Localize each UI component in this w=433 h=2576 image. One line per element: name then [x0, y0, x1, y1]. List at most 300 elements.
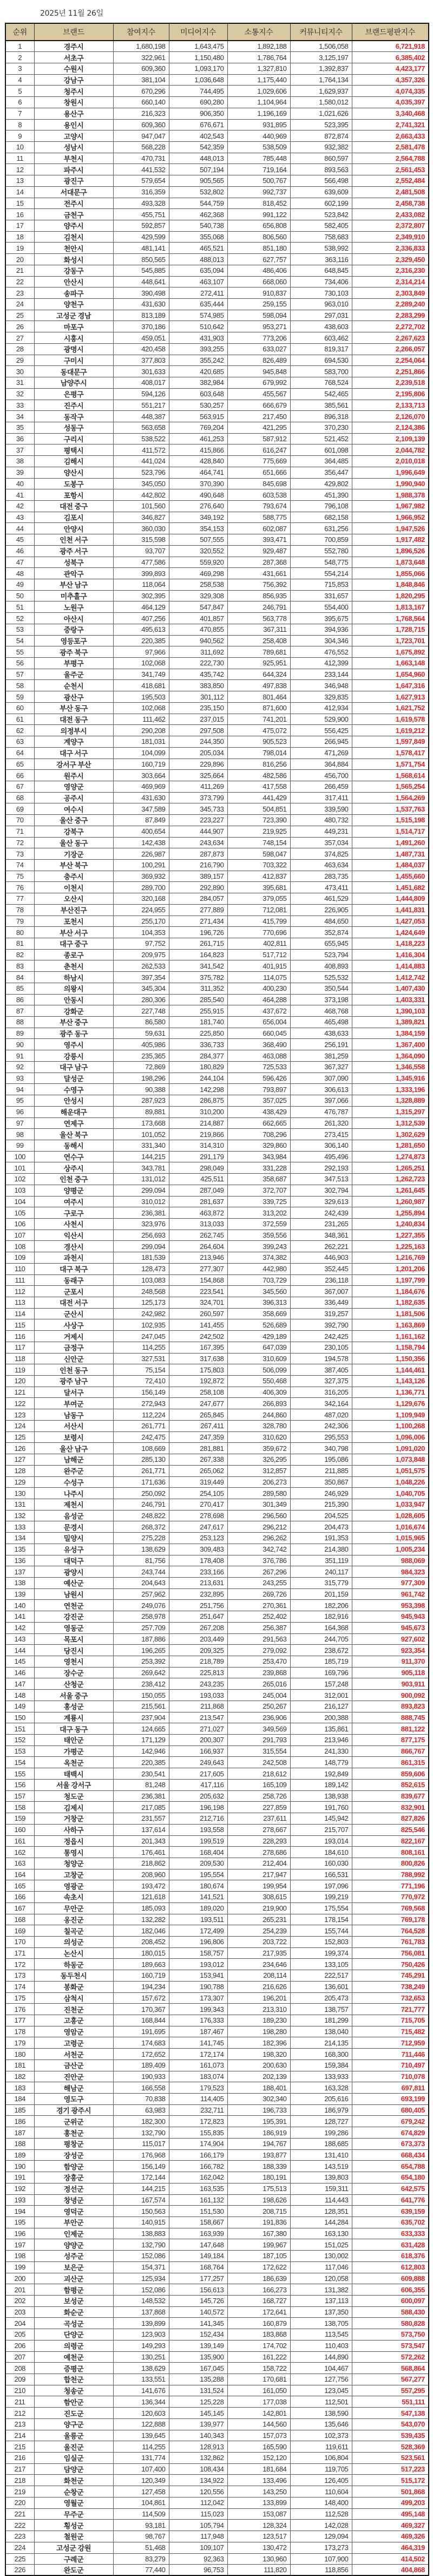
brand-name-cell: 성동구 — [34, 422, 113, 433]
rank-cell: 188 — [5, 2138, 34, 2149]
brand-name-cell: 영암군 — [34, 2026, 113, 2037]
community-index-cell: 385,561 — [290, 400, 352, 411]
rank-cell: 191 — [5, 2172, 34, 2183]
participation-index-cell: 346,827 — [113, 512, 169, 523]
brand-name-cell: 정읍시 — [34, 1835, 113, 1847]
participation-index-cell: 407,256 — [113, 613, 169, 624]
media-index-cell: 193,511 — [169, 1914, 227, 1925]
table-row — [5, 2015, 429, 2026]
communication-index-cell: 342,742 — [227, 1544, 290, 1555]
media-index-cell: 203,449 — [169, 1633, 227, 1645]
rank-cell: 43 — [5, 512, 34, 523]
community-index-cell: 438,603 — [290, 321, 352, 332]
participation-index-cell: 381,104 — [113, 74, 169, 86]
participation-index-cell: 448,387 — [113, 411, 169, 422]
brand-name-cell: 안성시 — [34, 1095, 113, 1107]
communication-index-cell: 315,554 — [227, 1745, 290, 1757]
participation-index-cell: 77,440 — [113, 2565, 169, 2576]
communication-index-cell: 818,452 — [227, 198, 290, 209]
communication-index-cell: 845,698 — [227, 478, 290, 489]
media-index-cell: 223,541 — [169, 1286, 227, 1297]
community-index-cell: 152,803 — [290, 1936, 352, 1947]
brand-reputation-index-cell: 710,078 — [352, 2071, 429, 2082]
participation-index-cell: 327,531 — [113, 1353, 169, 1364]
participation-index-cell: 242,982 — [113, 1308, 169, 1319]
media-index-cell: 244,350 — [169, 736, 227, 748]
communication-index-cell: 349,569 — [227, 1723, 290, 1735]
rank-cell: 68 — [5, 792, 34, 803]
table-row — [5, 1297, 429, 1309]
brand-reputation-index-cell: 1,568,614 — [352, 770, 429, 781]
rank-cell: 146 — [5, 1667, 34, 1678]
communication-index-cell: 806,560 — [227, 231, 290, 243]
media-index-cell: 156,613 — [169, 2284, 227, 2296]
community-index-cell: 525,532 — [290, 972, 352, 983]
media-index-cell: 272,411 — [169, 287, 227, 299]
table-row — [5, 366, 429, 377]
brand-name-cell: 대구 서구 — [34, 747, 113, 759]
communication-index-cell: 798,014 — [227, 747, 290, 759]
brand-reputation-index-cell: 1,455,660 — [352, 871, 429, 882]
brand-name-cell: 동래구 — [34, 1274, 113, 1286]
brand-name-cell: 청송군 — [34, 2385, 113, 2396]
brand-reputation-index-cell: 1,163,869 — [352, 1319, 429, 1331]
media-index-cell: 349,192 — [169, 512, 227, 523]
communication-index-cell: 186,919 — [227, 2127, 290, 2139]
brand-reputation-index-cell: 573,547 — [352, 2340, 429, 2351]
media-index-cell: 265,062 — [169, 1465, 227, 1476]
media-index-cell: 128,913 — [169, 2441, 227, 2453]
community-index-cell: 120,058 — [290, 2273, 352, 2284]
participation-index-cell: 128,473 — [113, 1263, 169, 1274]
community-index-cell: 476,787 — [290, 1106, 352, 1117]
rank-cell: 211 — [5, 2396, 34, 2408]
brand-name-cell: 인천 중구 — [34, 1174, 113, 1185]
brand-name-cell: 예산군 — [34, 1577, 113, 1588]
participation-index-cell: 226,987 — [113, 848, 169, 860]
participation-index-cell: 285,130 — [113, 1454, 169, 1466]
media-index-cell: 906,350 — [169, 108, 227, 119]
communication-index-cell: 475,072 — [227, 725, 290, 736]
community-index-cell: 205,616 — [290, 2094, 352, 2105]
table-header — [5, 23, 429, 41]
participation-index-cell: 261,771 — [113, 1420, 169, 1431]
brand-name-cell: 안동시 — [34, 994, 113, 1005]
brand-name-cell: 안산시 — [34, 276, 113, 287]
rank-cell: 224 — [5, 2542, 34, 2553]
community-index-cell: 364,884 — [290, 759, 352, 770]
communication-index-cell: 931,895 — [227, 119, 290, 130]
brand-name-cell: 화순군 — [34, 2306, 113, 2318]
communication-index-cell: 166,273 — [227, 2284, 290, 2296]
table-row — [5, 411, 429, 422]
table-row — [5, 1387, 429, 1398]
rank-cell: 76 — [5, 882, 34, 893]
brand-name-cell: 사상구 — [34, 1319, 113, 1331]
rank-cell: 165 — [5, 1880, 34, 1892]
participation-index-cell: 609,360 — [113, 63, 169, 74]
community-index-cell: 367,007 — [290, 1286, 352, 1297]
rank-cell: 130 — [5, 1488, 34, 1499]
community-index-cell: 143,519 — [290, 2161, 352, 2172]
table-row — [5, 2351, 429, 2363]
communication-index-cell: 741,201 — [227, 714, 290, 725]
community-index-cell: 131,382 — [290, 2284, 352, 2296]
communication-index-cell: 213,310 — [227, 2004, 290, 2015]
participation-index-cell: 160,719 — [113, 1970, 169, 1982]
participation-index-cell: 563,658 — [113, 422, 169, 433]
table-row — [5, 927, 429, 938]
participation-index-cell: 322,961 — [113, 52, 169, 63]
participation-index-cell: 431,630 — [113, 299, 169, 310]
community-index-cell: 694,530 — [290, 355, 352, 366]
participation-index-cell: 411,572 — [113, 444, 169, 456]
brand-reputation-index-cell: 528,369 — [352, 2441, 429, 2453]
participation-index-cell: 523,796 — [113, 467, 169, 478]
brand-reputation-index-cell: 1,144,461 — [352, 1364, 429, 1376]
brand-reputation-index-cell: 1,418,223 — [352, 938, 429, 950]
brand-reputation-index-cell: 606,355 — [352, 2284, 429, 2296]
community-index-cell: 159,384 — [290, 2060, 352, 2071]
brand-name-cell: 동작구 — [34, 411, 113, 422]
participation-index-cell: 118,064 — [113, 579, 169, 591]
community-index-cell: 397,066 — [290, 1095, 352, 1107]
participation-index-cell: 196,265 — [113, 1645, 169, 1656]
brand-name-cell: 순창군 — [34, 2486, 113, 2497]
community-index-cell: 138,757 — [290, 2004, 352, 2015]
brand-name-cell: 군포시 — [34, 1286, 113, 1297]
media-index-cell: 355,242 — [169, 355, 227, 366]
participation-index-cell: 670,296 — [113, 86, 169, 97]
table-row — [5, 2497, 429, 2508]
table-row — [5, 1017, 429, 1028]
community-index-cell: 456,700 — [290, 770, 352, 781]
media-index-cell: 635,094 — [169, 265, 227, 276]
media-index-cell: 373,799 — [169, 792, 227, 803]
table-row — [5, 2251, 429, 2262]
rank-cell: 89 — [5, 1028, 34, 1039]
participation-index-cell: 122,888 — [113, 2418, 169, 2430]
participation-index-cell: 495,613 — [113, 624, 169, 635]
table-row — [5, 1230, 429, 1241]
brand-reputation-index-cell: 903,911 — [352, 1678, 429, 1690]
media-index-cell: 470,855 — [169, 624, 227, 635]
brand-reputation-index-cell: 888,745 — [352, 1712, 429, 1723]
brand-name-cell: 성남시 — [34, 141, 113, 153]
brand-reputation-index-cell: 1,451,682 — [352, 882, 429, 893]
table-row — [5, 52, 429, 63]
participation-index-cell: 148,532 — [113, 2295, 169, 2306]
communication-index-cell: 212,404 — [227, 1858, 290, 1869]
community-index-cell: 356,447 — [290, 467, 352, 478]
table-row — [5, 1914, 429, 1925]
brand-reputation-index-cell: 2,239,518 — [352, 377, 429, 389]
participation-index-cell: 224,955 — [113, 904, 169, 916]
brand-name-cell: 대전 동구 — [34, 714, 113, 725]
community-index-cell: 307,090 — [290, 1073, 352, 1084]
table-row — [5, 1241, 429, 1252]
rank-cell: 94 — [5, 1084, 34, 1095]
brand-name-cell: 옥천군 — [34, 1757, 113, 1768]
brand-reputation-index-cell: 1,197,799 — [352, 1274, 429, 1286]
communication-index-cell: 243,255 — [227, 1577, 290, 1588]
media-index-cell: 488,013 — [169, 254, 227, 265]
brand-name-cell: 양양군 — [34, 2239, 113, 2251]
media-index-cell: 336,733 — [169, 1039, 227, 1050]
communication-index-cell: 372,707 — [227, 1185, 290, 1196]
media-index-cell: 108,434 — [169, 2463, 227, 2475]
brand-reputation-index-cell: 769,178 — [352, 1914, 429, 1925]
rank-cell: 119 — [5, 1364, 34, 1376]
brand-name-cell: 포천시 — [34, 916, 113, 927]
brand-name-cell: 원주시 — [34, 770, 113, 781]
participation-index-cell: 594,126 — [113, 388, 169, 400]
community-index-cell: 1,021,626 — [290, 108, 352, 119]
communication-index-cell: 216,626 — [227, 1981, 290, 1992]
media-index-cell: 178,408 — [169, 1555, 227, 1566]
media-index-cell: 435,742 — [169, 669, 227, 680]
community-index-cell: 133,933 — [290, 2071, 352, 2082]
community-index-cell: 211,885 — [290, 1465, 352, 1476]
communication-index-cell: 227,859 — [227, 1802, 290, 1813]
media-index-cell: 92,363 — [169, 2553, 227, 2565]
rank-cell: 132 — [5, 1510, 34, 1521]
media-index-cell: 905,565 — [169, 175, 227, 187]
media-index-cell: 532,802 — [169, 186, 227, 198]
rank-cell: 74 — [5, 859, 34, 871]
media-index-cell: 469,298 — [169, 568, 227, 579]
brand-name-cell: 충주시 — [34, 871, 113, 882]
media-index-cell: 287,049 — [169, 1185, 227, 1196]
participation-index-cell: 238,412 — [113, 1678, 169, 1690]
brand-reputation-index-cell: 1,813,167 — [352, 601, 429, 613]
communication-index-cell: 517,712 — [227, 949, 290, 960]
community-index-cell: 144,890 — [290, 2351, 352, 2363]
communication-index-cell: 267,296 — [227, 1566, 290, 1578]
community-index-cell: 166,531 — [290, 1869, 352, 1880]
community-index-cell: 199,374 — [290, 1947, 352, 1959]
brand-name-cell: 속초시 — [34, 1892, 113, 1903]
table-row — [5, 1947, 429, 1959]
communication-index-cell: 296,560 — [227, 1510, 290, 1521]
brand-name-cell: 거제시 — [34, 1331, 113, 1342]
community-index-cell: 159,311 — [290, 2183, 352, 2194]
community-index-cell: 350,867 — [290, 1476, 352, 1488]
table-row — [5, 1858, 429, 1869]
brand-name-cell: 동두천시 — [34, 1970, 113, 1982]
participation-index-cell: 83,279 — [113, 2553, 169, 2565]
table-row — [5, 624, 429, 635]
participation-index-cell: 101,560 — [113, 500, 169, 512]
table-row — [5, 2329, 429, 2340]
brand-reputation-index-cell: 1,427,053 — [352, 916, 429, 927]
community-index-cell: 734,406 — [290, 276, 352, 287]
rank-cell: 86 — [5, 994, 34, 1005]
brand-name-cell: 고령군 — [34, 2037, 113, 2049]
communication-index-cell: 395,681 — [227, 882, 290, 893]
brand-reputation-index-cell: 1,407,430 — [352, 983, 429, 994]
media-index-cell: 139,977 — [169, 2418, 227, 2430]
communication-index-cell: 157,073 — [227, 2430, 290, 2441]
media-index-cell: 278,698 — [169, 1510, 227, 1521]
community-index-cell: 1,629,937 — [290, 86, 352, 97]
participation-index-cell: 140,915 — [113, 2217, 169, 2228]
media-index-cell: 162,042 — [169, 2172, 227, 2183]
brand-reputation-index-cell: 1,414,883 — [352, 960, 429, 972]
communication-index-cell: 152,120 — [227, 2453, 290, 2464]
rank-cell: 127 — [5, 1454, 34, 1466]
rank-cell: 75 — [5, 871, 34, 882]
table-row — [5, 702, 429, 714]
community-index-cell: 932,382 — [290, 141, 352, 153]
communication-index-cell: 302,340 — [227, 2094, 290, 2105]
brand-reputation-index-cell: 1,158,794 — [352, 1342, 429, 1353]
communication-index-cell: 217,947 — [227, 1869, 290, 1880]
table-row — [5, 1162, 429, 1174]
brand-name-cell: 파주시 — [34, 164, 113, 175]
communication-index-cell: 400,230 — [227, 983, 290, 994]
brand-name-cell: 군위군 — [34, 2116, 113, 2127]
table-row — [5, 388, 429, 400]
table-row — [5, 1117, 429, 1129]
rank-cell: 120 — [5, 1376, 34, 1387]
communication-index-cell: 801,464 — [227, 691, 290, 703]
communication-index-cell: 296,212 — [227, 1521, 290, 1533]
community-index-cell: 273,415 — [290, 1129, 352, 1140]
media-index-cell: 544,759 — [169, 198, 227, 209]
rank-cell: 26 — [5, 321, 34, 332]
table-row — [5, 1712, 429, 1723]
participation-index-cell: 258,978 — [113, 1611, 169, 1623]
brand-reputation-index-cell: 1,487,731 — [352, 848, 429, 860]
brand-reputation-index-cell: 721,777 — [352, 2004, 429, 2015]
table-row — [5, 2542, 429, 2553]
communication-index-cell: 331,228 — [227, 1162, 290, 1174]
rank-cell: 42 — [5, 500, 34, 512]
rank-cell: 56 — [5, 658, 34, 669]
media-index-cell: 199,519 — [169, 1835, 227, 1847]
brand-reputation-table — [5, 23, 429, 2576]
rank-cell: 20 — [5, 254, 34, 265]
media-index-cell: 271,434 — [169, 916, 227, 927]
table-row — [5, 108, 429, 119]
table-row — [5, 1039, 429, 1050]
brand-name-cell: 해운대구 — [34, 1106, 113, 1117]
participation-index-cell: 429,599 — [113, 231, 169, 243]
media-index-cell: 297,508 — [169, 725, 227, 736]
brand-name-cell: 영주시 — [34, 1039, 113, 1050]
brand-reputation-index-cell: 1,150,356 — [352, 1353, 429, 1364]
community-index-cell: 114,443 — [290, 2194, 352, 2206]
rank-cell: 91 — [5, 1050, 34, 1062]
media-index-cell: 281,881 — [169, 1443, 227, 1454]
rank-cell: 199 — [5, 2261, 34, 2273]
brand-name-cell: 하남시 — [34, 972, 113, 983]
table-row — [5, 74, 429, 86]
brand-reputation-index-cell: 808,161 — [352, 1847, 429, 1858]
brand-name-cell: 장흥군 — [34, 2172, 113, 2183]
media-index-cell: 141,345 — [169, 2318, 227, 2329]
communication-index-cell: 310,609 — [227, 1353, 290, 1364]
brand-name-cell: 유성구 — [34, 1544, 113, 1555]
table-row — [5, 994, 429, 1005]
participation-index-cell: 441,532 — [113, 164, 169, 175]
brand-name-cell: 구미시 — [34, 355, 113, 366]
brand-reputation-index-cell: 1,315,297 — [352, 1106, 429, 1117]
community-index-cell: 195,086 — [290, 1454, 352, 1466]
media-index-cell: 465,521 — [169, 243, 227, 254]
media-index-cell: 301,112 — [169, 691, 227, 703]
header-participation-index: 참여지수 — [113, 23, 169, 41]
communication-index-cell: 703,322 — [227, 859, 290, 871]
table-row — [5, 209, 429, 220]
media-index-cell: 444,907 — [169, 826, 227, 837]
brand-reputation-index-cell: 580,828 — [352, 2318, 429, 2329]
table-row — [5, 1735, 429, 1746]
rank-cell: 185 — [5, 2104, 34, 2116]
media-index-cell: 247,359 — [169, 1431, 227, 1443]
media-index-cell: 161,073 — [169, 2060, 227, 2071]
brand-name-cell: 연제구 — [34, 1117, 113, 1129]
participation-index-cell: 172,144 — [113, 2172, 169, 2183]
participation-index-cell: 70,838 — [113, 2094, 169, 2105]
table-row — [5, 2508, 429, 2520]
brand-name-cell: 안양시 — [34, 523, 113, 534]
communication-index-cell: 463,088 — [227, 1050, 290, 1062]
community-index-cell: 112,501 — [290, 2396, 352, 2408]
table-row — [5, 1499, 429, 1510]
participation-index-cell: 208,960 — [113, 1869, 169, 1880]
table-row — [5, 2441, 429, 2453]
community-index-cell: 266,945 — [290, 736, 352, 748]
brand-name-cell: 강서구 부산 — [34, 759, 113, 770]
participation-index-cell: 160,719 — [113, 759, 169, 770]
brand-reputation-index-cell: 517,223 — [352, 2463, 429, 2475]
rank-cell: 122 — [5, 1398, 34, 1409]
brand-reputation-index-cell: 4,035,397 — [352, 97, 429, 108]
participation-index-cell: 262,533 — [113, 960, 169, 972]
table-row — [5, 1824, 429, 1835]
brand-name-cell: 강북구 — [34, 826, 113, 837]
table-row — [5, 1140, 429, 1151]
brand-name-cell: 달서구 — [34, 1387, 113, 1398]
communication-index-cell: 193,877 — [227, 2149, 290, 2161]
media-index-cell: 172,499 — [169, 1925, 227, 1937]
table-row — [5, 321, 429, 332]
participation-index-cell: 136,344 — [113, 2396, 169, 2408]
rank-cell: 87 — [5, 1005, 34, 1017]
brand-reputation-index-cell: 893,823 — [352, 1701, 429, 1712]
community-index-cell: 188,685 — [290, 2138, 352, 2149]
brand-reputation-index-cell: 822,167 — [352, 1835, 429, 1847]
brand-name-cell: 의정부시 — [34, 725, 113, 736]
brand-reputation-index-cell: 1,109,949 — [352, 1409, 429, 1421]
table-row — [5, 2217, 429, 2228]
participation-index-cell: 166,558 — [113, 2082, 169, 2094]
rank-cell: 62 — [5, 725, 34, 736]
brand-reputation-index-cell: 1,515,198 — [352, 815, 429, 826]
brand-reputation-index-cell: 495,148 — [352, 2508, 429, 2520]
table-row — [5, 1835, 429, 1847]
media-index-cell: 292,890 — [169, 882, 227, 893]
table-row — [5, 1701, 429, 1712]
table-row — [5, 781, 429, 792]
communication-index-cell: 1,892,188 — [227, 41, 290, 52]
media-index-cell: 603,648 — [169, 388, 227, 400]
communication-index-cell: 153,087 — [227, 2508, 290, 2520]
brand-name-cell: 구로구 — [34, 1207, 113, 1219]
participation-index-cell: 171,636 — [113, 1476, 169, 1488]
